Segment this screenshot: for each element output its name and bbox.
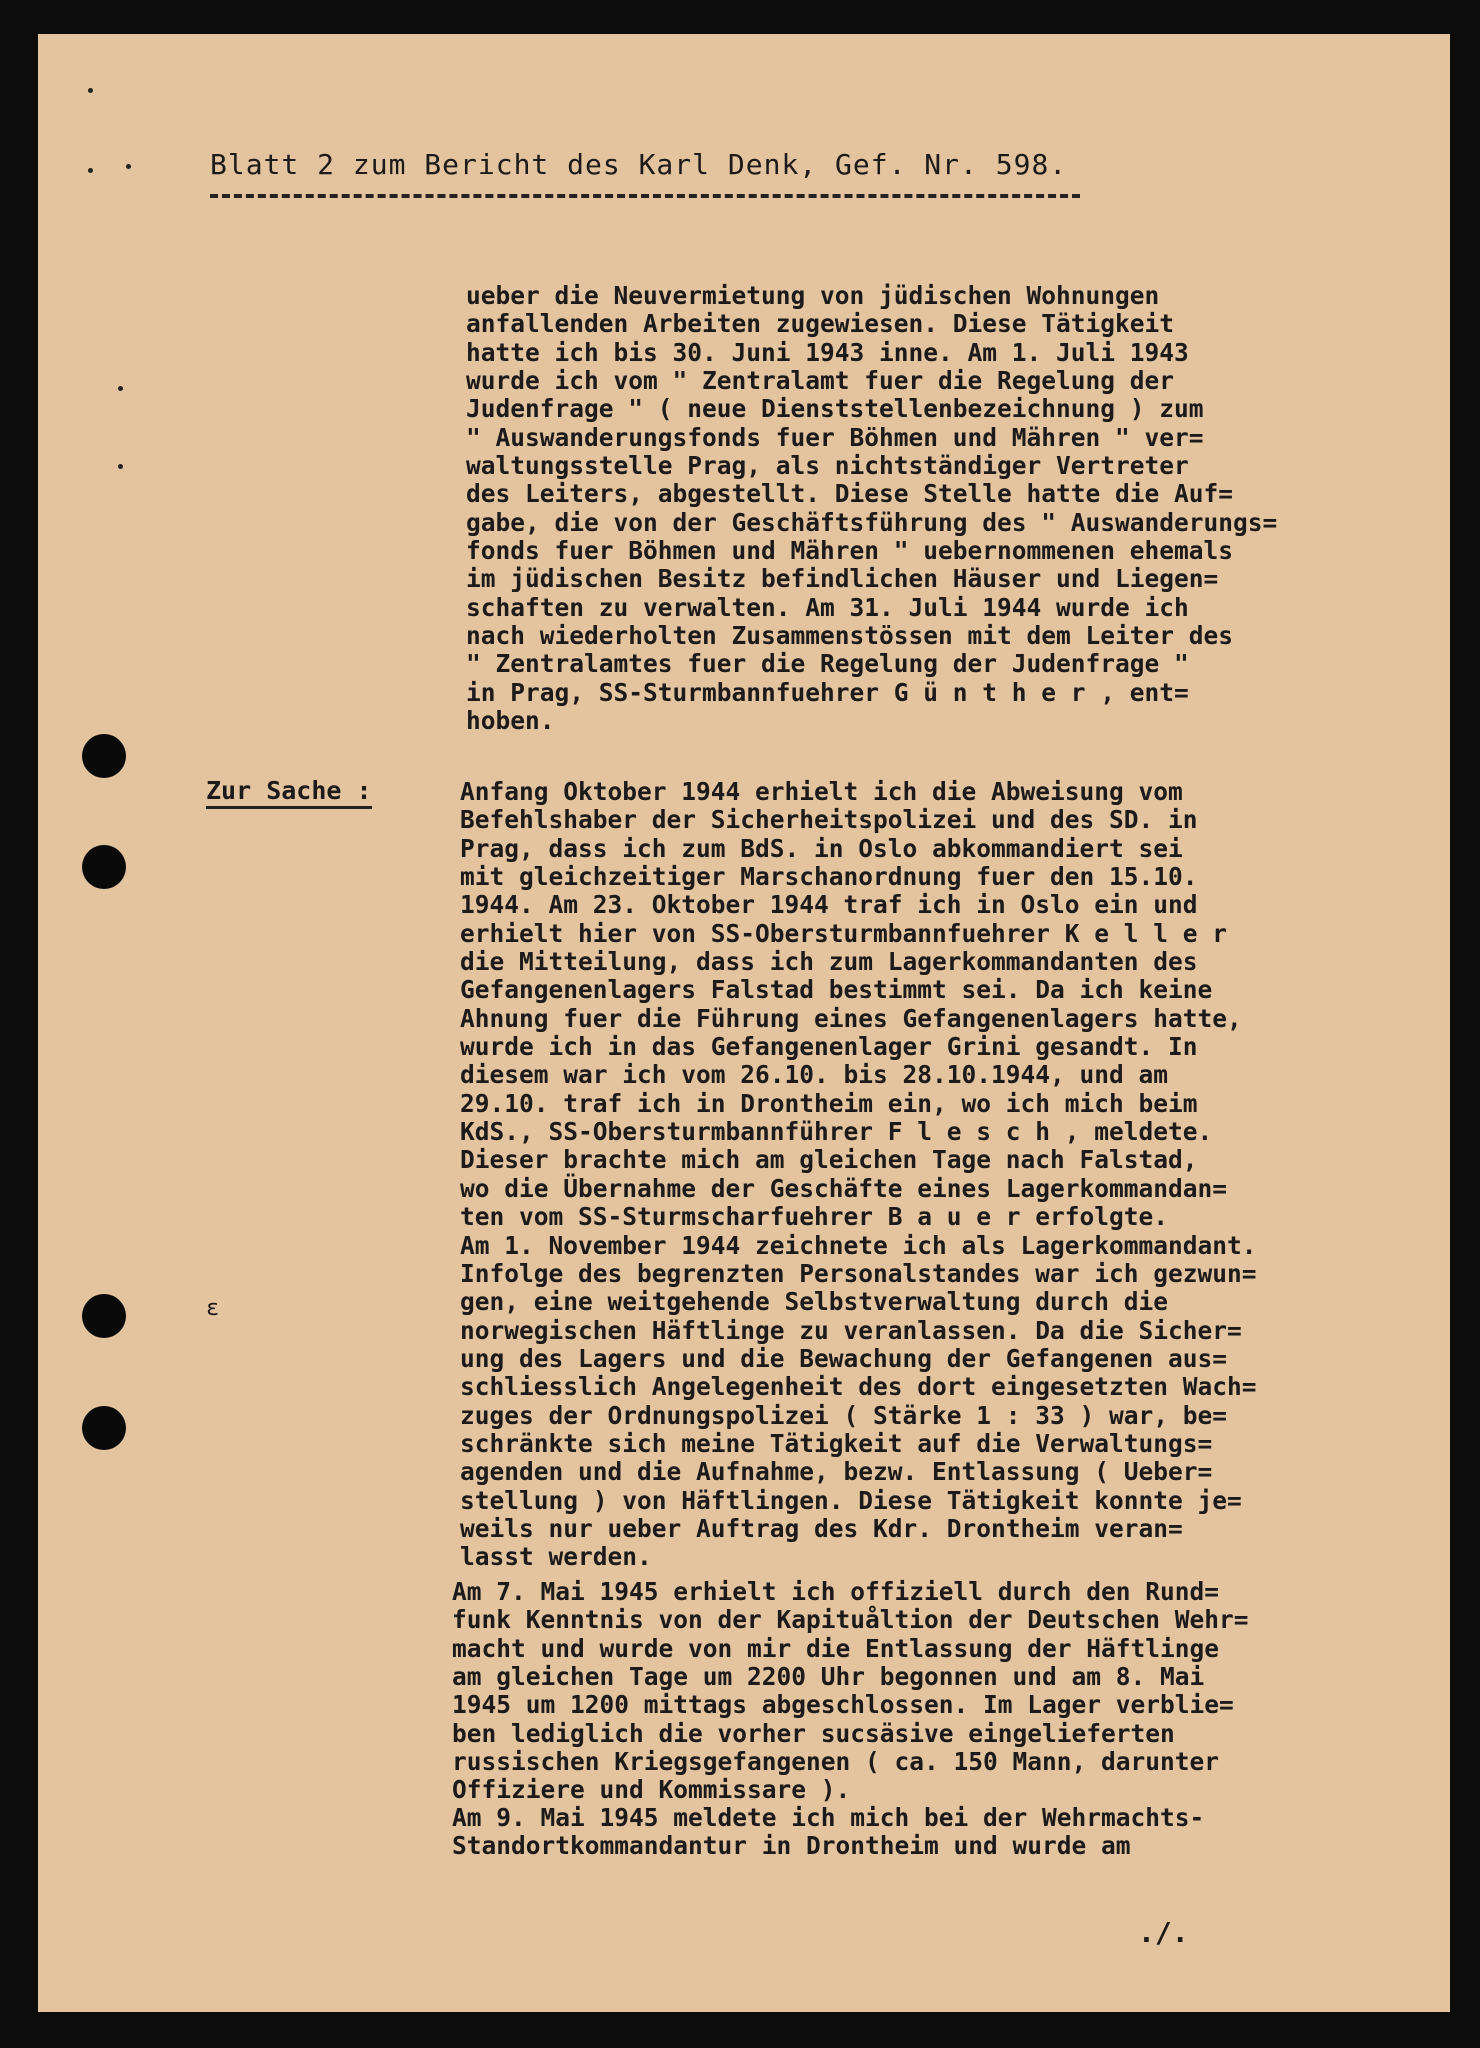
punch-hole (82, 1406, 126, 1450)
margin-dot (118, 464, 123, 469)
header-rule (210, 194, 1080, 198)
punch-hole (82, 845, 126, 889)
paragraph-2: Anfang Oktober 1944 erhielt ich die Abweisung vom Befehlshaber der Sicherheitspolizei und des SD. in Prag, dass ich zum BdS. in Oslo abkommandiert sei mit gleichzeitiger Marschanordnung fuer den 15.10. 1944. Am 23. Oktober 1944 traf ich in Oslo ein und erhielt hier von SS-Obersturmbannfuehrer K e l l e r die Mitteilung, dass ich zum Lagerkommandanten des Gefangenenlagers Falstad bestimmt sei. Da ich keine Ahnung fuer die Führung eines Gefangenenlagers hatte, wurde ich in das Gefangenenlager Grini gesandt. In diesem war ich vom 26.10. bis 28.10.1944, und am 29.10. traf ich in Drontheim ein, wo ich mich beim KdS., SS-Obersturmbannführer F l e s c h , meldete. Dieser brachte mich am gleichen Tage nach Falstad, wo die Übernahme der Geschäfte eines Lagerkommandan= ten vom SS-Sturmscharfuehrer B a u e r erfolgte. Am 1. November 1944 zeichnete ich als Lagerkommandant. Infolge des begrenzten Personalstandes war ich gezwun= gen, eine weitgehende Selbstverwaltung durch die norwegischen Häftlinge zu veranlassen. Da die Sicher= ung des Lagers und die Bewachung der Gefangenen aus= schliesslich Angelegenheit des dort eingesetzten Wach= zuges der Ordnungspolizei ( Stärke 1 : 33 ) war, be= schränkte sich meine Tätigkeit auf die Verwaltungs= agenden und die Aufnahme, bezw. Entlassung ( Ueber= stellung ) von Häftlingen. Diese Tätigkeit konnte je= weils nur ueber Auftrag des Kdr. Drontheim veran= lasst werden. (460, 777, 1257, 1572)
margin-dot (88, 168, 93, 173)
paragraph-3: Am 7. Mai 1945 erhielt ich offiziell durch den Rund= funk Kenntnis von der Kapituåltion der Deutschen Wehr= macht und wurde von mir die Entlassung der Häftlinge am gleichen Tage um 2200 Uhr begonnen und am 8. Mai 1945 um 1200 mittags abgeschlossen. Im Lager verblie= ben lediglich die vorher sucsäsive eingelieferten russischen Kriegsgefangenen ( ca. 150 Mann, darunter Offiziere und Kommissare ). (452, 1577, 1249, 1805)
document-page (38, 34, 1450, 2012)
margin-dot (126, 164, 131, 169)
punch-hole (82, 1294, 126, 1338)
margin-dot (88, 88, 93, 93)
page-continuation: ./. (1138, 1916, 1189, 1949)
section-label: Zur Sache : (206, 776, 372, 809)
margin-mark: ɛ (206, 1296, 220, 1321)
paragraph-4: Am 9. Mai 1945 meldete ich mich bei der Wehrmachts- Standortkommandantur in Drontheim und wurde am (452, 1803, 1205, 1861)
paragraph-1: ueber die Neuvermietung von jüdischen Wohnungen anfallenden Arbeiten zugewiesen. Diese Tätigkeit hatte ich bis 30. Juni 1943 inne. Am 1. Juli 1943 wurde ich vom " Zentralamt fuer die Regelung der Judenfrage " ( neue Dienststellenbezeichnung ) zum " Auswanderungsfonds fuer Böhmen und Mähren " ver= waltungsstelle Prag, als nichtständiger Vertreter des Leiters, abgestellt. Diese Stelle hatte die Auf= gabe, die von der Geschäftsführung des " Auswanderungs= fonds fuer Böhmen und Mähren " uebernommenen ehemals im jüdischen Besitz befindlichen Häuser und Liegen= schaften zu verwalten. Am 31. Juli 1944 wurde ich nach wiederholten Zusammenstössen mit dem Leiter des " Zentralamtes fuer die Regelung der Judenfrage " in Prag, SS-Sturmbannfuehrer G ü n t h e r , ent= hoben. (466, 281, 1278, 736)
margin-dot (118, 386, 123, 391)
punch-hole (82, 734, 126, 778)
page-header: Blatt 2 zum Bericht des Karl Denk, Gef. Nr. 598. (210, 148, 1068, 181)
